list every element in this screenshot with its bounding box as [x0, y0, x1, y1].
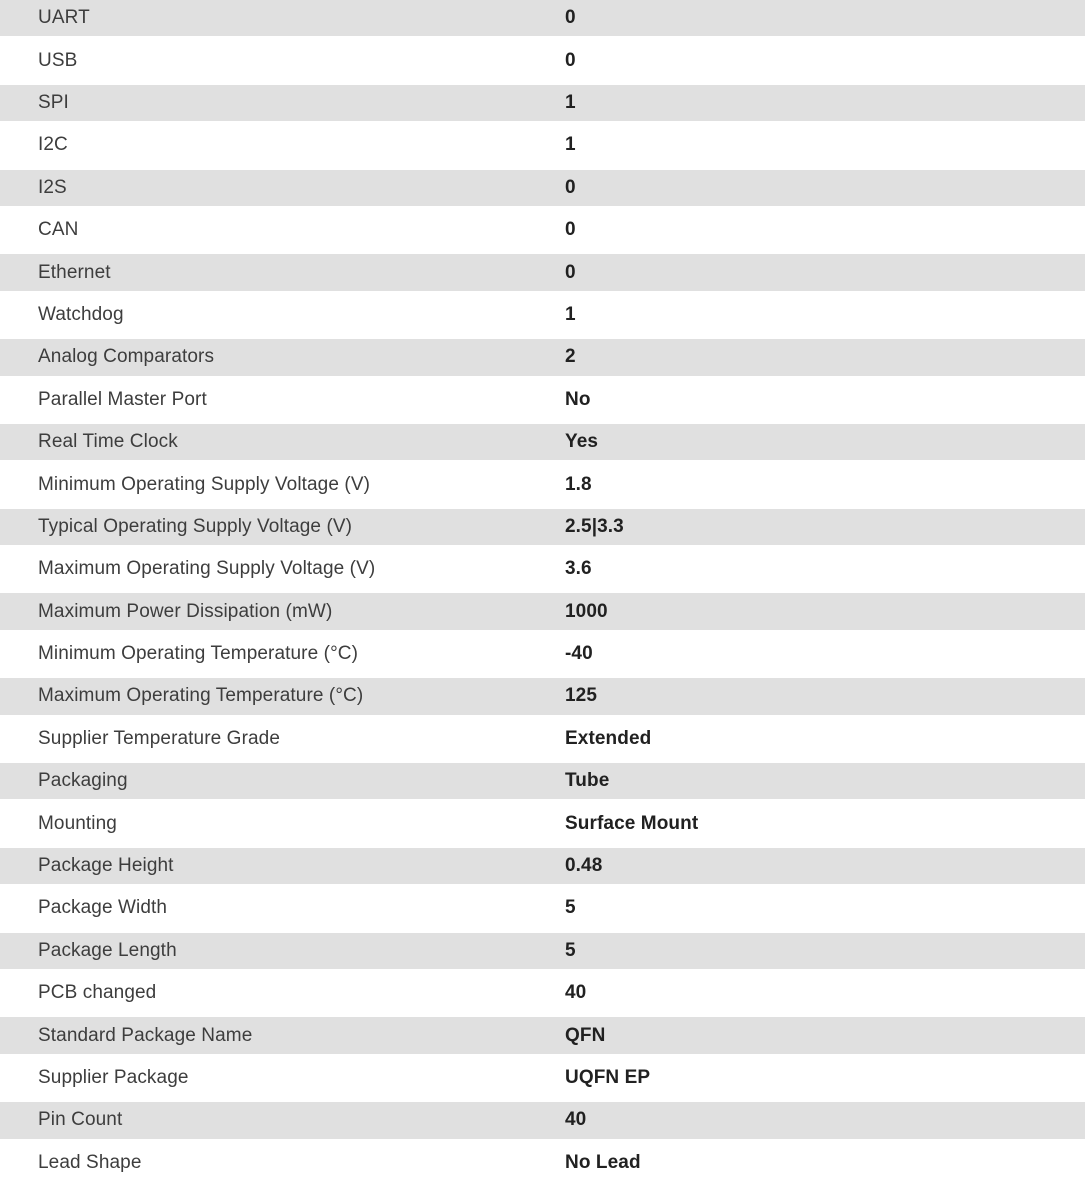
spec-row [0, 42, 1085, 84]
spec-row [0, 212, 1085, 254]
spec-value: Tube [565, 770, 610, 792]
spec-label: Maximum Operating Supply Voltage (V) [38, 558, 376, 580]
spec-label: Package Length [38, 939, 177, 961]
spec-value: 0 [565, 219, 576, 241]
spec-row [0, 339, 1085, 381]
spec-row [0, 297, 1085, 339]
spec-label: Supplier Temperature Grade [38, 727, 280, 749]
spec-value: 3.6 [565, 558, 592, 580]
spec-label: Pin Count [38, 1109, 123, 1131]
spec-row [0, 848, 1085, 890]
spec-value: 2.5|3.3 [565, 515, 624, 537]
spec-label: Packaging [38, 770, 128, 792]
spec-value: 125 [565, 685, 598, 707]
spec-label: Package Width [38, 897, 168, 919]
spec-row [0, 933, 1085, 975]
spec-label: Standard Package Name [38, 1024, 253, 1046]
spec-value: 5 [565, 939, 576, 961]
spec-row [0, 170, 1085, 212]
spec-row [0, 636, 1085, 678]
spec-label: I2S [38, 176, 67, 198]
spec-value: No Lead [565, 1151, 641, 1173]
spec-row [0, 509, 1085, 551]
spec-label: CAN [38, 219, 79, 241]
spec-value: 0.48 [565, 855, 603, 877]
spec-value: 0 [565, 176, 576, 198]
spec-value: QFN [565, 1024, 606, 1046]
spec-row [0, 0, 1085, 42]
spec-row [0, 382, 1085, 424]
spec-value: Surface Mount [565, 812, 699, 834]
spec-value: 1.8 [565, 473, 592, 495]
spec-label: USB [38, 49, 78, 71]
spec-label: Typical Operating Supply Voltage (V) [38, 515, 353, 537]
spec-label: Watchdog [38, 303, 124, 325]
spec-label: Maximum Power Dissipation (mW) [38, 600, 333, 622]
spec-label: UART [38, 7, 90, 29]
spec-value: No [565, 388, 591, 410]
spec-label: Lead Shape [38, 1151, 142, 1173]
spec-row [0, 466, 1085, 508]
spec-label: SPI [38, 91, 69, 113]
spec-label: Maximum Operating Temperature (°C) [38, 685, 364, 707]
spec-row [0, 763, 1085, 805]
spec-value: 0 [565, 261, 576, 283]
spec-row [0, 1060, 1085, 1102]
spec-label: Minimum Operating Supply Voltage (V) [38, 473, 371, 495]
spec-row [0, 805, 1085, 847]
spec-row [0, 254, 1085, 296]
spec-row [0, 424, 1085, 466]
spec-value: 1 [565, 134, 576, 156]
spec-row [0, 890, 1085, 932]
spec-value: 5 [565, 897, 576, 919]
spec-row [0, 85, 1085, 127]
spec-label: Mounting [38, 812, 117, 834]
spec-value: 1 [565, 91, 576, 113]
spec-value: UQFN EP [565, 1067, 651, 1088]
spec-label: PCB changed [38, 982, 157, 1004]
spec-value: 0 [565, 7, 576, 29]
spec-row [0, 678, 1085, 720]
spec-value: 40 [565, 982, 587, 1004]
spec-value: 1000 [565, 600, 608, 622]
spec-row [0, 1102, 1085, 1144]
spec-row [0, 551, 1085, 593]
spec-label: Supplier Package [38, 1067, 189, 1088]
spec-value: Yes [565, 431, 599, 453]
spec-value: 0 [565, 49, 576, 71]
spec-label: Analog Comparators [38, 346, 215, 368]
spec-row [0, 1145, 1085, 1187]
spec-label: I2C [38, 134, 68, 156]
spec-value: 40 [565, 1109, 587, 1131]
spec-value: -40 [565, 643, 593, 665]
spec-value: 2 [565, 346, 576, 368]
spec-row [0, 975, 1085, 1017]
spec-label: Package Height [38, 855, 174, 877]
spec-row [0, 127, 1085, 169]
spec-label: Real Time Clock [38, 431, 178, 453]
spec-label: Minimum Operating Temperature (°C) [38, 643, 359, 665]
spec-row [0, 593, 1085, 635]
spec-label: Ethernet [38, 261, 111, 283]
spec-row [0, 721, 1085, 763]
spec-value: 1 [565, 303, 576, 325]
spec-label: Parallel Master Port [38, 388, 207, 410]
spec-row [0, 1017, 1085, 1059]
spec-value: Extended [565, 727, 652, 749]
